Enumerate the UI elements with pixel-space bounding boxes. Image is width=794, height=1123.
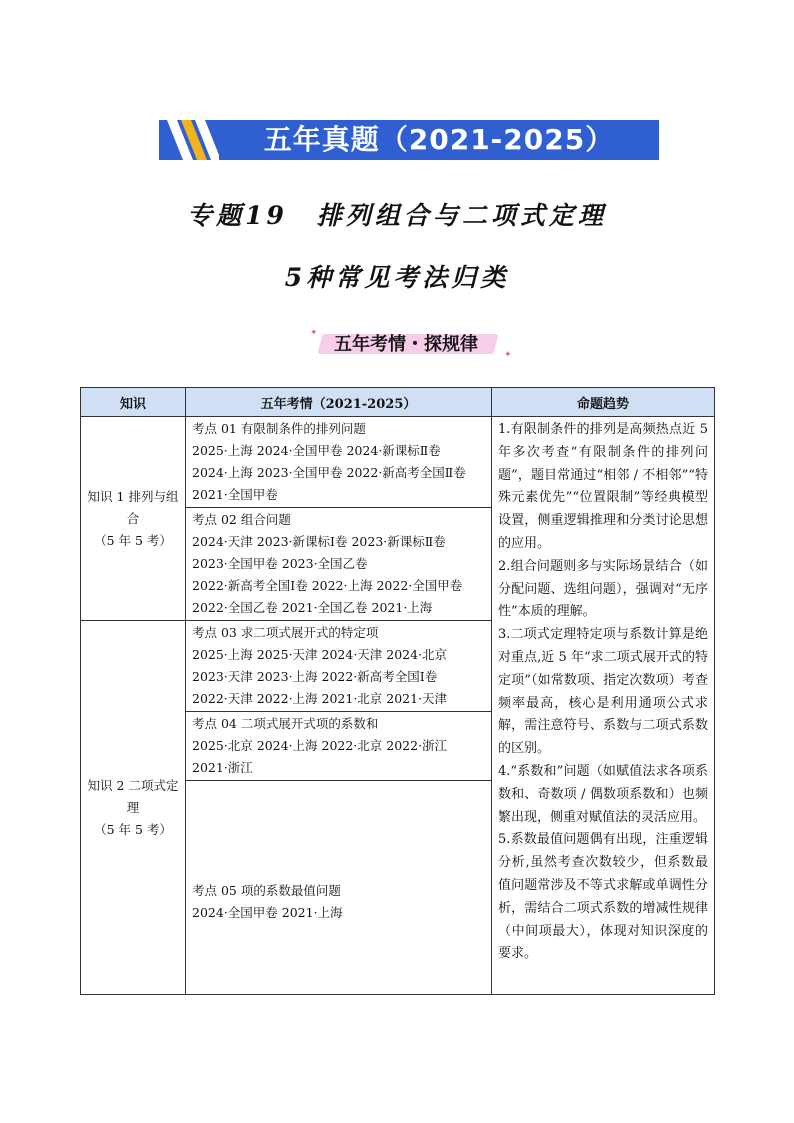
- trend-paragraph: 4.“系数和”问题（如赋值法求各项系数和、奇数项 / 偶数项系数和）也频繁出现，侧重对赋值法的灵活应用。: [498, 763, 708, 825]
- exam-line: 2023·全国甲卷 2023·全国乙卷: [192, 556, 368, 571]
- exam-point-cell: [186, 417, 492, 508]
- exam-line: 2024·上海 2023·全国甲卷 2022·新高考全国Ⅱ卷: [192, 465, 466, 480]
- section-heading: [306, 328, 516, 362]
- exam-point-cell: [186, 712, 492, 781]
- title-banner: [159, 120, 659, 160]
- exam-line: 2022·新高考全国Ⅰ卷 2022·上海 2022·全国甲卷: [192, 578, 463, 593]
- topic-title: 专题19 排列组合与二项式定理: [187, 201, 607, 230]
- knowledge-cell: [81, 417, 186, 621]
- knowledge-cell: [81, 621, 186, 995]
- exam-point-cell: [186, 781, 492, 995]
- topic-subtitle: 5种常见考法归类: [284, 263, 510, 292]
- exam-point-title: 考点 03 求二项式展开式的特定项: [192, 625, 379, 640]
- banner-title: 五年真题（2021-2025）: [263, 123, 615, 156]
- sparkle-icon: ✦: [504, 350, 512, 360]
- knowledge-name: 知识 2 二项式定理: [87, 777, 179, 815]
- exam-line: 2025·上海 2024·全国甲卷 2024·新课标Ⅱ卷: [192, 443, 441, 458]
- exam-line: 2025·北京 2024·上海 2022·北京 2022·浙江: [192, 738, 448, 753]
- exam-point-title: 考点 04 二项式展开式项的系数和: [192, 716, 379, 731]
- exam-line: 2021·全国甲卷: [192, 487, 278, 502]
- knowledge-count: （5 年 5 考）: [94, 532, 172, 548]
- stripe-decoration: [159, 120, 219, 160]
- exam-line: 2024·天津 2023·新课标Ⅰ卷 2023·新课标Ⅱ卷: [192, 534, 446, 549]
- exam-line: 2021·浙江: [192, 760, 253, 775]
- exam-line: 2023·天津 2023·上海 2022·新高考全国Ⅰ卷: [192, 669, 438, 684]
- knowledge-count: （5 年 5 考）: [94, 821, 172, 837]
- exam-line: 2024·全国甲卷 2021·上海: [192, 905, 343, 920]
- exam-line: 2022·天津 2022·上海 2021·北京 2021·天津: [192, 691, 448, 706]
- header-trend: 命题趋势: [492, 388, 715, 417]
- trend-paragraph: 3.二项式定理特定项与系数计算是绝对重点,近 5 年“求二项式展开式的特定项”（如常数项、指定次数项）考查频率最高，核心是利用通项公式求解，需注意符号、系数与二项式系数的区别。: [498, 627, 708, 757]
- header-situation: 五年考情（2021-2025）: [186, 388, 492, 417]
- exam-line: 2022·全国乙卷 2021·全国乙卷 2021·上海: [192, 600, 433, 615]
- trend-paragraph: 1.有限制条件的排列是高频热点近 5 年多次考查“有限制条件的排列问题”，题目常通过“相邻 / 不相邻”“特殊元素优先”“位置限制”等经典模型设置，侧重逻辑推理和分类讨论思想的应用。: [498, 422, 708, 551]
- trend-paragraph: 5.系数最值问题偶有出现，注重逻辑分析,虽然考查次数较少，但系数最值问题常涉及不等式求解或单调性分析，需结合二项式系数的增减性规律（中间项最大），体现对知识深度的要求。: [498, 832, 708, 962]
- exam-line: 2025·上海 2025·天津 2024·天津 2024·北京: [192, 647, 448, 662]
- exam-point-title: 考点 01 有限制条件的排列问题: [192, 421, 366, 436]
- exam-point-title: 考点 02 组合问题: [192, 512, 291, 527]
- knowledge-name: 知识 1 排列与组合: [87, 488, 179, 526]
- exam-point-cell: [186, 621, 492, 712]
- exam-point-title: 考点 05 项的系数最值问题: [192, 883, 341, 898]
- section-label: 五年考情・探规律: [334, 334, 478, 355]
- exam-point-cell: [186, 508, 492, 621]
- header-knowledge: 知识: [81, 388, 186, 417]
- table-row: [81, 417, 715, 508]
- trend-cell: [492, 417, 715, 995]
- sparkle-icon: ✦: [310, 328, 318, 338]
- table-header-row: [81, 388, 715, 417]
- trend-paragraph: 2.组合问题则多与实际场景结合（如分配问题、选组问题），强调对“无序性”本质的理解。: [498, 558, 708, 620]
- exam-table: [80, 387, 715, 995]
